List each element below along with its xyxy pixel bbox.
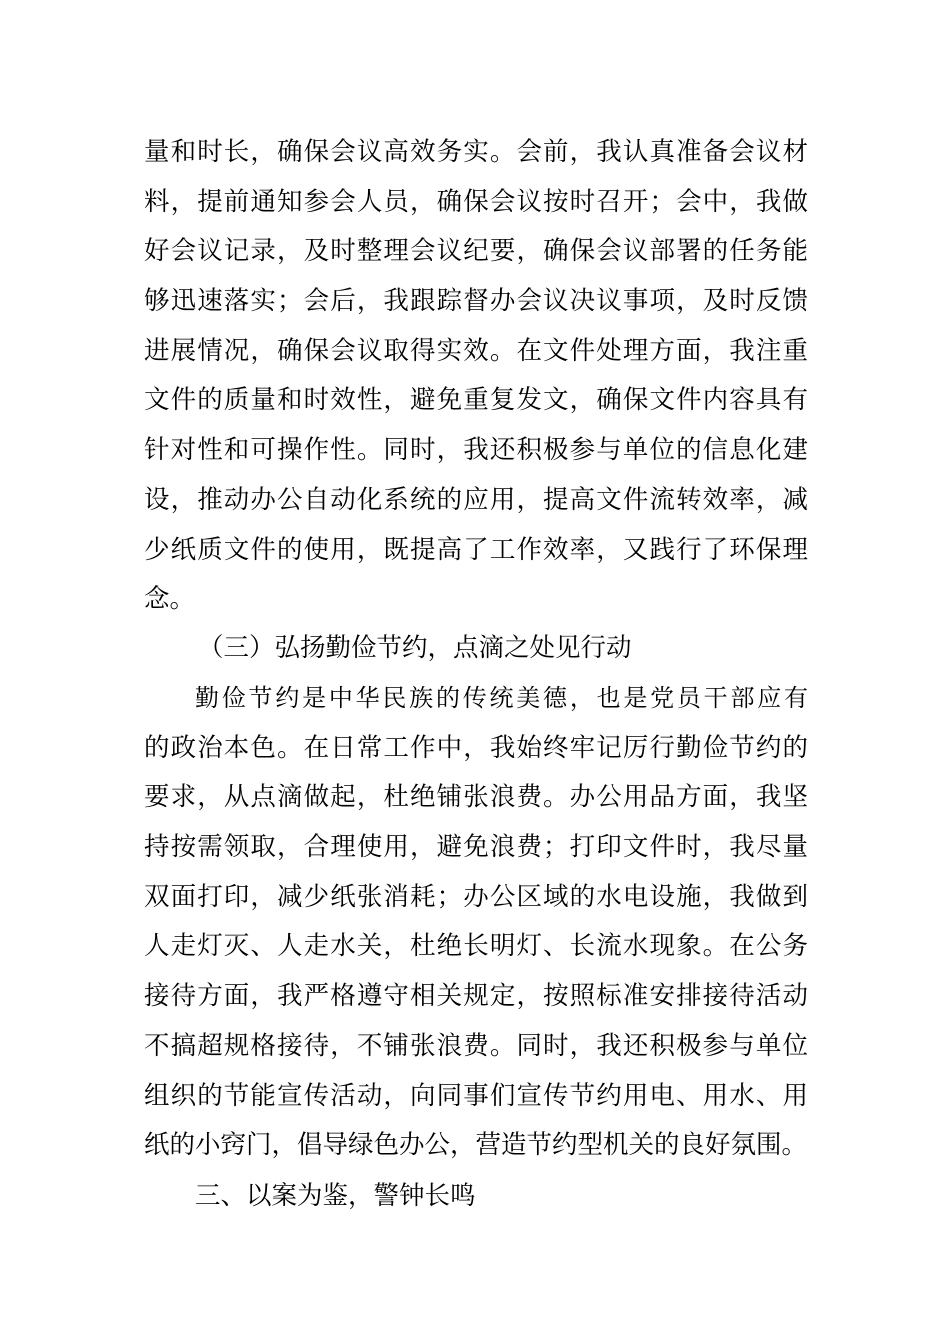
section-heading <box>195 1172 795 1222</box>
paragraph-line: 念。 <box>144 584 196 615</box>
paragraph-line: 纸的小窍门，倡导绿色办公，营造节约型机关的良好氛围。 <box>144 1130 808 1161</box>
paragraph-line: 够迅速落实；会后，我跟踪督办会议决议事项，及时反馈 <box>144 286 808 317</box>
paragraph-line: 料，提前通知参会人员，确保会议按时召开；会中，我做 <box>144 186 808 217</box>
paragraph-meeting-and-documents <box>144 128 808 625</box>
subheading-text: （三）弘扬勤俭节约，点滴之处见行动 <box>198 633 632 663</box>
paragraph-line: 不搞超规格接待，不铺张浪费。同时，我还积极参与单位 <box>144 1030 808 1061</box>
paragraph-line: 进展情况，确保会议取得实效。在文件处理方面，我注重 <box>144 335 808 366</box>
paragraph-line: 双面打印，减少纸张消耗；办公区域的水电设施，我做到 <box>144 881 808 912</box>
paragraph-line: 组织的节能宣传活动，向同事们宣传节约用电、用水、用 <box>144 1080 808 1111</box>
paragraph-line: 要求，从点滴做起，杜绝铺张浪费。办公用品方面，我坚 <box>144 782 808 813</box>
paragraph-line: 量和时长，确保会议高效务实。会前，我认真准备会议材 <box>144 137 808 167</box>
heading-text: 三、以案为鉴，警钟长鸣 <box>195 1181 476 1211</box>
paragraph-line: 勤俭节约是中华民族的传统美德，也是党员干部应有 <box>195 684 808 712</box>
paragraph-line: 人走灯灭、人走水关，杜绝长明灯、长流水现象。在公务 <box>144 931 808 962</box>
paragraph-line: 持按需领取，合理使用，避免浪费；打印文件时，我尽量 <box>144 832 808 863</box>
section-subheading <box>198 624 798 674</box>
paragraph-frugality <box>144 674 808 1171</box>
paragraph-line: 针对性和可操作性。同时，我还积极参与单位的信息化建 <box>144 435 808 466</box>
paragraph-line: 设，推动办公自动化系统的应用，提高文件流转效率，减 <box>144 484 808 515</box>
paragraph-line: 接待方面，我严格遵守相关规定，按照标准安排接待活动 <box>144 981 808 1012</box>
paragraph-line: 好会议记录，及时整理会议纪要，确保会议部署的任务能 <box>144 236 808 267</box>
paragraph-line: 少纸质文件的使用，既提高了工作效率，又践行了环保理 <box>144 534 808 565</box>
paragraph-line: 的政治本色。在日常工作中，我始终牢记厉行勤俭节约的 <box>144 732 808 763</box>
paragraph-line: 文件的质量和时效性，避免重复发文，确保文件内容具有 <box>144 385 808 416</box>
